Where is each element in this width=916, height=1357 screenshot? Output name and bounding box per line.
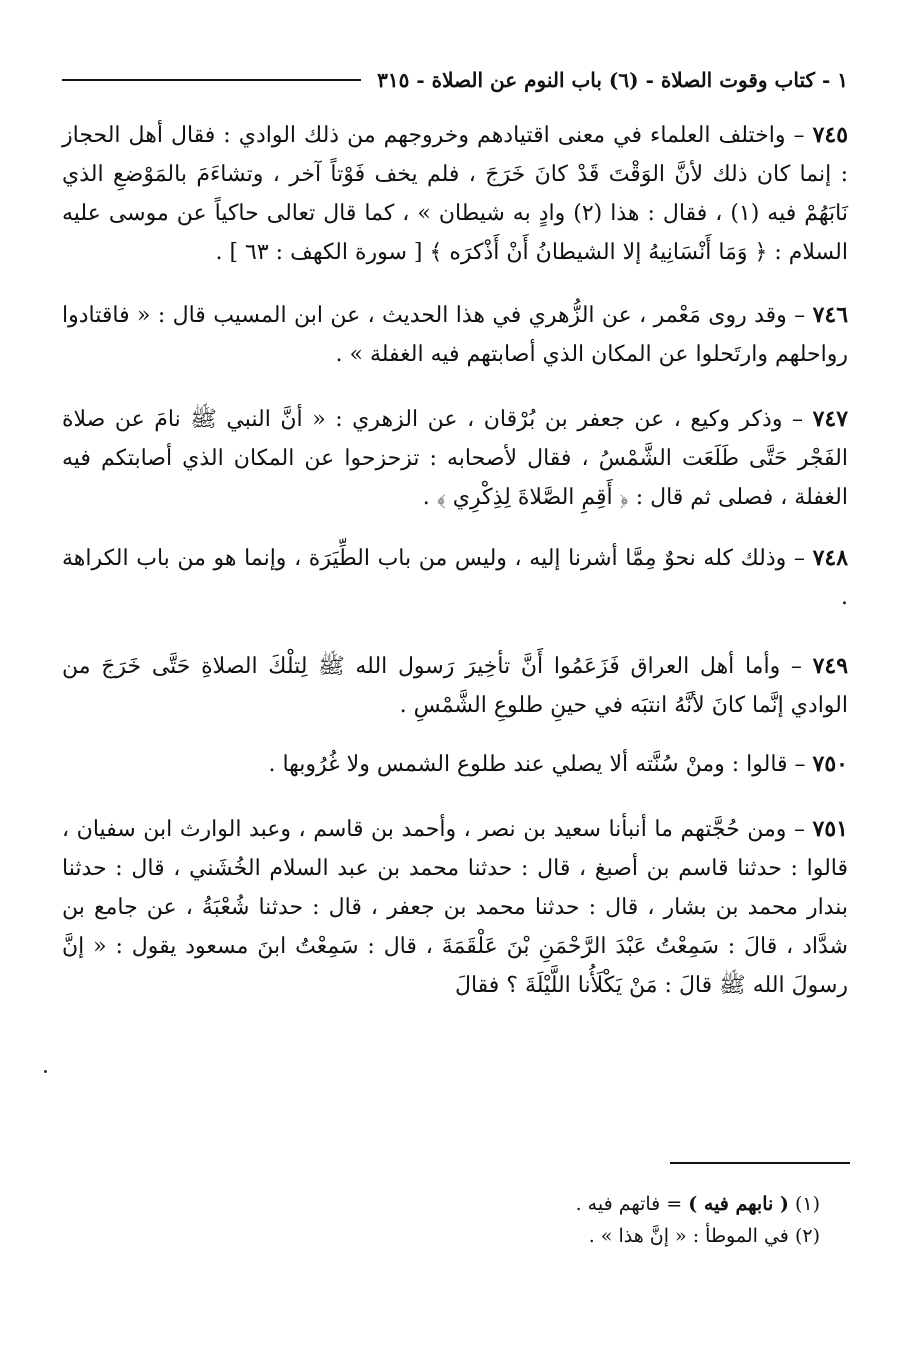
- footnote-marker: (٢): [794, 1225, 820, 1247]
- paragraph-text: – وذكر وكيع ، عن جعفر بن بُرْقان ، عن الزهري : « أنَّ النبي ﷺ نامَ عن صلاة الفَجْر حَتَّى طَلَعَت الشَّمْسُ ، فقال لأصحابه : تزحزحوا عن المكان الذي أصابتكم فيه الغفلة ، فصلى ثم قال : ﴿ أَقِمِ الصَّلاةَ لِذِكْرِي ﴾ .: [62, 407, 848, 510]
- paragraph-number: ٧٥٠: [812, 751, 848, 777]
- running-header: [62, 60, 848, 100]
- paragraph-750: [62, 745, 848, 784]
- paragraph-number: ٧٤٨: [812, 545, 849, 571]
- header-rule: [62, 79, 361, 81]
- paragraph-745: [62, 116, 848, 272]
- paragraph-749: [62, 647, 848, 725]
- paragraph-748: [62, 539, 848, 617]
- running-header-text: ١ - كتاب وقوت الصلاة - (٦) باب النوم عن الصلاة - ٣١٥: [377, 68, 848, 92]
- paragraph-text: – وأما أهل العراق فَزَعَمُوا أَنَّ تأخِيرَ رَسول الله ﷺ لِتلْكَ الصلاةِ حَتَّى خَرَجَ من الوادي إنَّما كانَ لأنَّهُ انتبَه في حينِ طلوعِ الشَّمْسِ .: [62, 654, 848, 718]
- footnotes: [120, 1188, 820, 1252]
- page-body: [62, 60, 848, 1005]
- paragraph-number: ٧٤٩: [812, 653, 849, 679]
- footnote-marker: (١): [794, 1193, 820, 1215]
- footnote-text: = فاتهم فيه .: [575, 1193, 683, 1215]
- scan-speck: [44, 1070, 47, 1073]
- footnote-2: [120, 1220, 820, 1252]
- paragraph-number: ٧٤٧: [812, 406, 849, 432]
- paragraph-746: [62, 296, 848, 374]
- footnote-rule: [670, 1162, 850, 1164]
- footnote-key: ( نابهم فيه ): [688, 1193, 789, 1215]
- paragraph-text: – قالوا : ومنْ سُنَّته ألا يصلي عند طلوع الشمس ولا غُرُوبها .: [268, 752, 806, 777]
- paragraph-number: ٧٤٦: [812, 302, 849, 328]
- footnote-text: في الموطأ : « إنَّ هذا » .: [588, 1225, 789, 1247]
- paragraph-text: – واختلف العلماء في معنى اقتيادهم وخروجهم من ذلك الوادي : فقال أهل الحجاز : إنما كان ذلك لأنَّ الوَقْتَ قَدْ كانَ خَرَجَ ، فلم يخف فَوْتاً آخر ، وتشاءَمَ بالمَوْضعِ الذي نَابَهُمْ فيه (١) ، فقال : هذا (٢) وادٍ به شيطان » ، كما قال تعالى حاكياً عن موسى عليه السلام : ﴿ وَمَا أَنْسَانِيهُ إلا الشيطانُ أَنْ أَذْكرَه ﴾ [ سورة الكهف : ٦٣ ] .: [62, 123, 848, 265]
- paragraph-text: – وذلك كله نحوٌ مِمَّا أشرنا إليه ، وليس من باب الطِّيَرَة ، وإنما هو من باب الكراهة .: [62, 546, 848, 610]
- footnote-1: [120, 1188, 820, 1220]
- paragraph-747: [62, 400, 848, 517]
- paragraph-text: – وقد روى مَعْمر ، عن الزُّهري في هذا الحديث ، عن ابن المسيب قال : « فاقتادوا رواحلهم وارتَحلوا عن المكان الذي أصابتهم فيه الغفلة » .: [62, 303, 848, 367]
- paragraph-number: ٧٥١: [812, 816, 848, 842]
- paragraph-number: ٧٤٥: [812, 122, 849, 148]
- paragraph-751: [62, 810, 848, 1005]
- paragraph-text: – ومن حُجَّتهم ما أنبأنا سعيد بن نصر ، وأحمد بن قاسم ، وعبد الوارث ابن سفيان ، قالوا : حدثنا قاسم بن أصبغ ، قال : حدثنا محمد بن عبد السلام الخُشَني ، قال : حدثنا بندار محمد بن بشار ، قال : حدثنا محمد بن جعفر ، قال : حدثنا شُعْبَةُ ، عن جامع بن شدَّاد ، قالَ : سَمِعْتُ عَبْدَ الرَّحْمَنِ بْنَ عَلْقَمَةَ ، قال : سَمِعْتُ ابنَ مسعود يقول : « إنَّ رسولَ الله ﷺ قالَ : مَنْ يَكْلَأُنا اللَّيْلَةَ ؟ فقالَ: [62, 817, 848, 998]
